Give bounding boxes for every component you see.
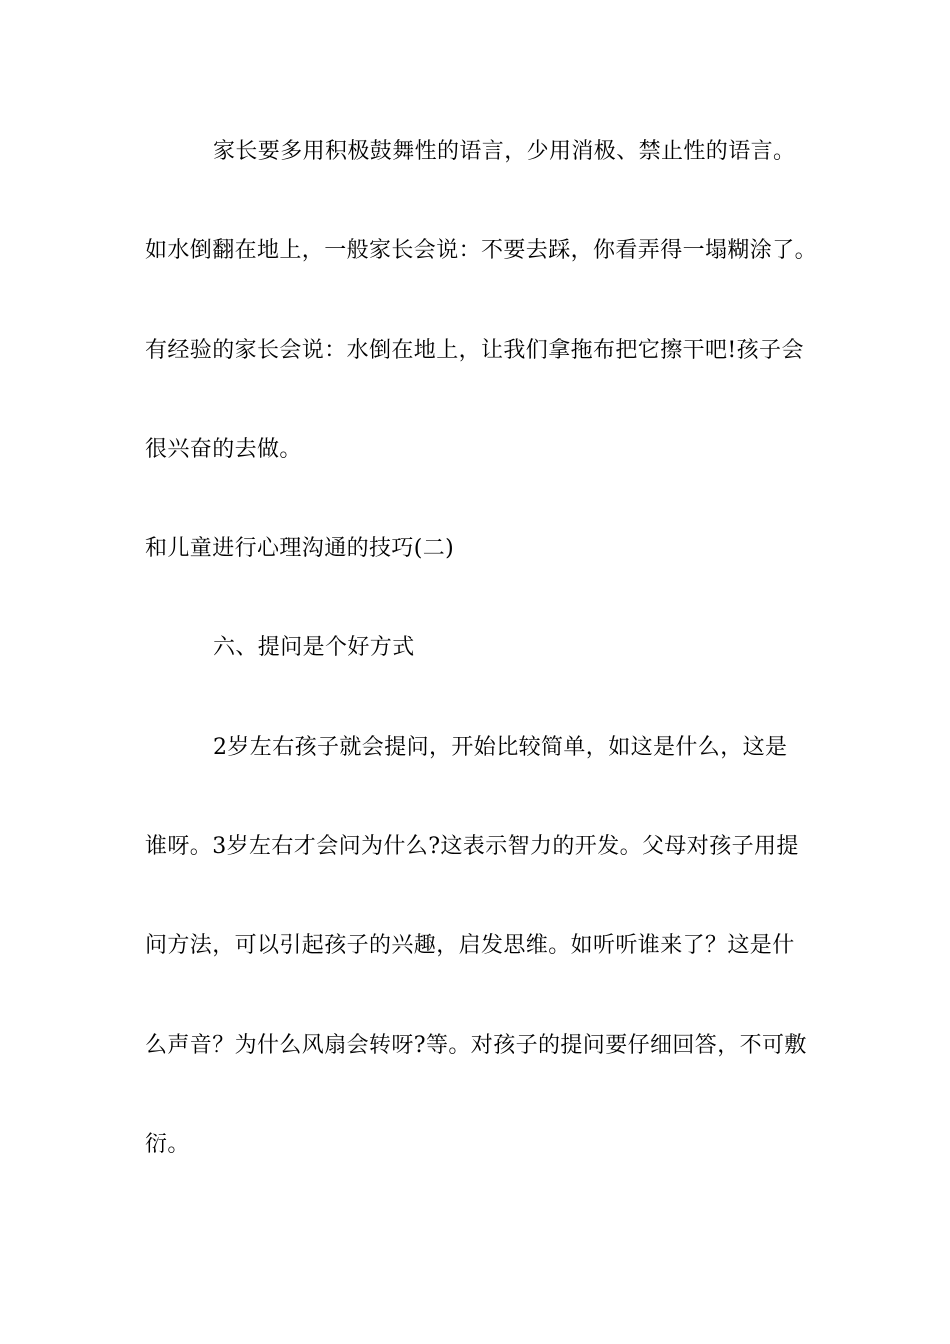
paragraph-line: 衍。 (145, 1132, 190, 1157)
paragraph-line: 问方法，可以引起孩子的兴趣，启发思维。如听听谁来了？这是什 (145, 933, 795, 958)
paragraph-line: 很兴奋的去做。 (145, 437, 302, 462)
subheading: 六、提问是个好方式 (213, 635, 415, 660)
paragraph-line: 么声音？为什么风扇会转呀?等。对孩子的提问要仔细回答，不可敷 (145, 1033, 807, 1058)
paragraph-line: 谁呀。3岁左右才会问为什么?这表示智力的开发。父母对孩子用提 (145, 834, 799, 859)
section-title: 和儿童进行心理沟通的技巧(二) (145, 536, 455, 561)
paragraph-line: 如水倒翻在地上，一般家长会说：不要去踩，你看弄得一塌糊涂了。 (145, 238, 818, 263)
paragraph-line: 家长要多用积极鼓舞性的语言，少用消极、禁止性的语言。 (213, 139, 796, 164)
paragraph-line: 有经验的家长会说：水倒在地上，让我们拿拖布把它擦干吧!孩子会 (145, 338, 804, 363)
paragraph-line: 2岁左右孩子就会提问，开始比较简单，如这是什么，这是 (213, 735, 788, 760)
